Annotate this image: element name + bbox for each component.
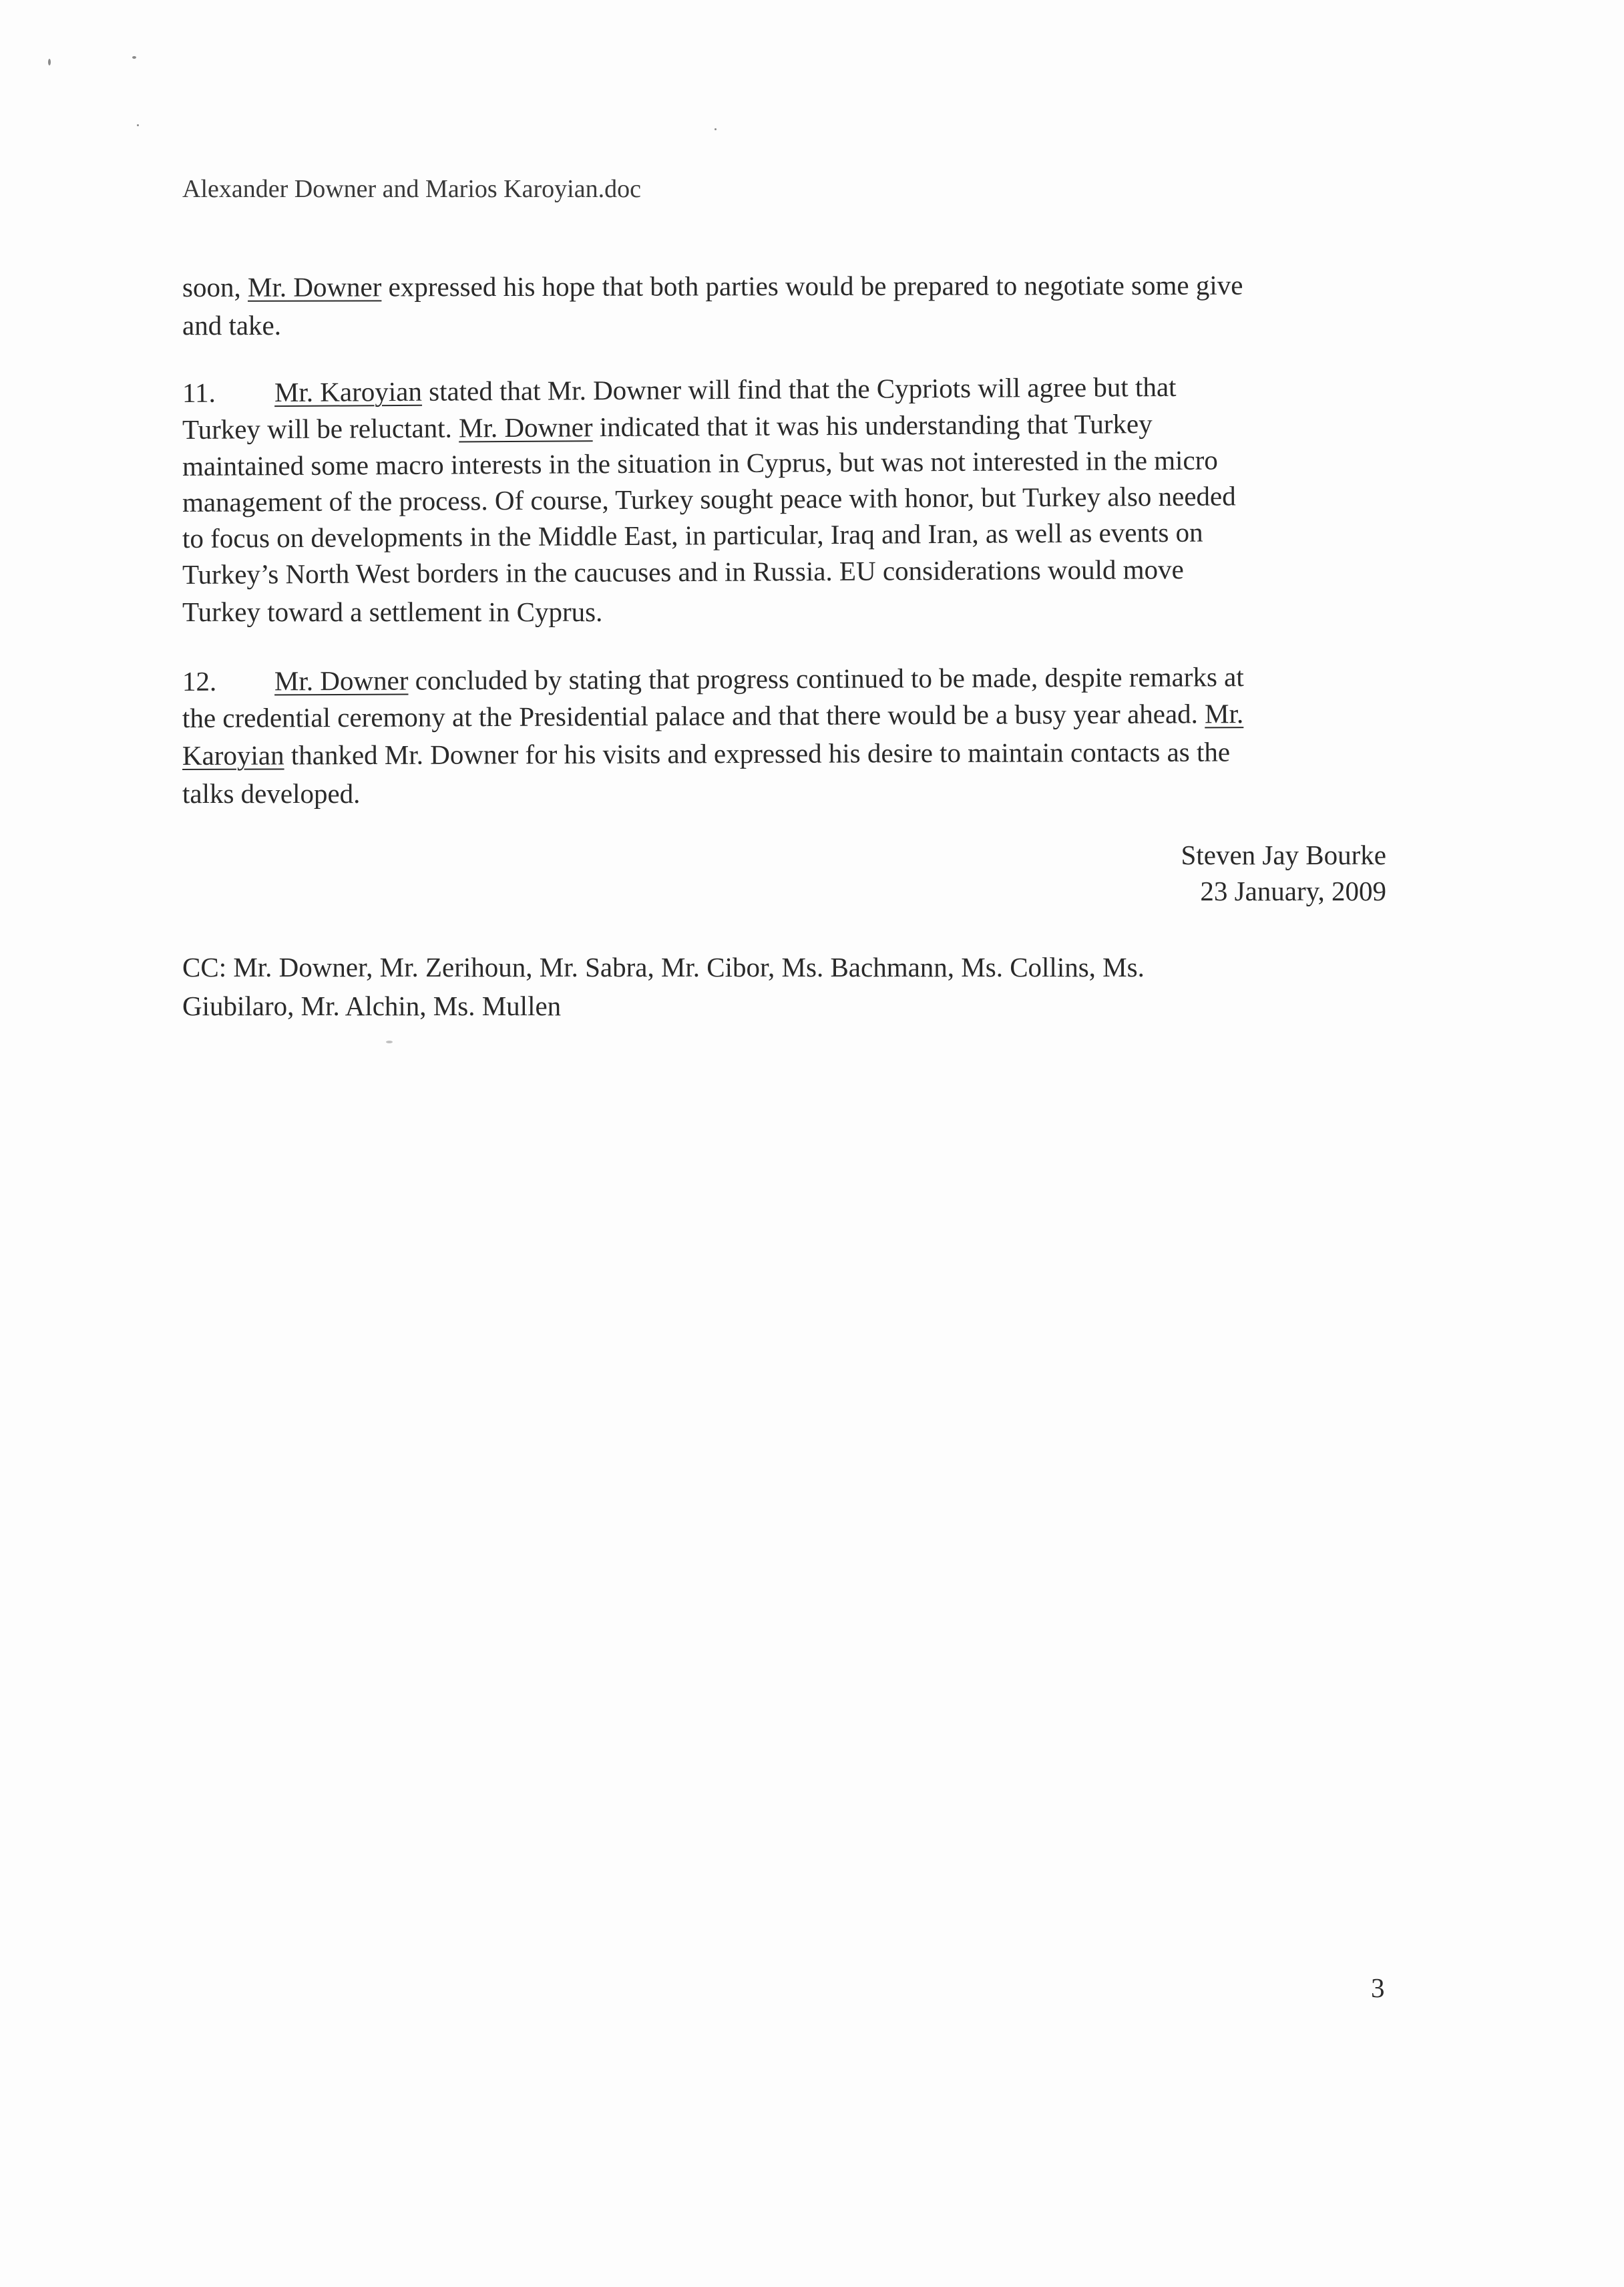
scan-speck [132, 56, 136, 59]
paragraph-11-line: Turkey will be reluctant. Mr. Downer indicated that it was his understanding that Turkey [182, 408, 1153, 445]
paragraph-12-line: the credential ceremony at the Presidential palace and that there would be a busy year ahead. Mr. [182, 698, 1244, 733]
paragraph-11-line: 11. Mr. Karoyian stated that Mr. Downer will find that the Cypriots will agree but that [182, 369, 1177, 410]
paragraph-12-line: 12. Mr. Downer concluded by stating that progress continued to be made, despite remarks at [182, 659, 1244, 699]
paragraph-11-line: Turkey’s North West borders in the caucuses and in Russia. EU considerations would move [182, 554, 1184, 590]
paragraph-line: soon, Mr. Downer expressed his hope that both parties would be prepared to negotiate some give [182, 269, 1243, 303]
paragraph-12-line: Karoyian thanked Mr. Downer for his visits and expressed his desire to maintain contacts as the [182, 736, 1231, 771]
cc-line: Giubilaro, Mr. Alchin, Ms. Mullen [182, 991, 562, 1021]
paragraph-11-line: maintained some macro interests in the situation in Cyprus, but was not interested in the micro [182, 444, 1218, 482]
signature-name: Steven Jay Bourke [1181, 840, 1386, 870]
paragraph-12-line: talks developed. [182, 778, 361, 809]
paragraph-11-line: Turkey toward a settlement in Cyprus. [182, 596, 603, 627]
scan-speck [48, 59, 51, 65]
cc-line: CC: Mr. Downer, Mr. Zerihoun, Mr. Sabra, Mr. Cibor, Ms. Bachmann, Ms. Collins, Ms. [182, 952, 1145, 983]
paragraph-number: 11. [182, 377, 216, 408]
paragraph-line: and take. [182, 310, 281, 341]
scan-speck [715, 128, 717, 130]
signature-date: 23 January, 2009 [1200, 876, 1386, 906]
name-mr-downer: Mr. Downer [458, 411, 593, 444]
name-mr: Mr. [1205, 698, 1244, 729]
scan-speck [386, 1041, 393, 1043]
document-header: Alexander Downer and Marios Karoyian.doc [182, 175, 641, 203]
paragraph-11-line: management of the process. Of course, Turkey sought peace with honor, but Turkey also needed [182, 480, 1236, 518]
paragraph-number: 12. [182, 665, 217, 697]
name-mr-karoyian: Mr. Karoyian [274, 375, 423, 408]
name-mr-downer: Mr. Downer [247, 271, 382, 303]
scan-speck [137, 124, 139, 126]
paragraph-11-line: to focus on developments in the Middle East, in particular, Iraq and Iran, as well as events on [182, 516, 1203, 554]
name-mr-downer: Mr. Downer [274, 665, 409, 697]
page-number: 3 [1371, 1972, 1385, 2003]
name-karoyian: Karoyian [182, 739, 284, 771]
